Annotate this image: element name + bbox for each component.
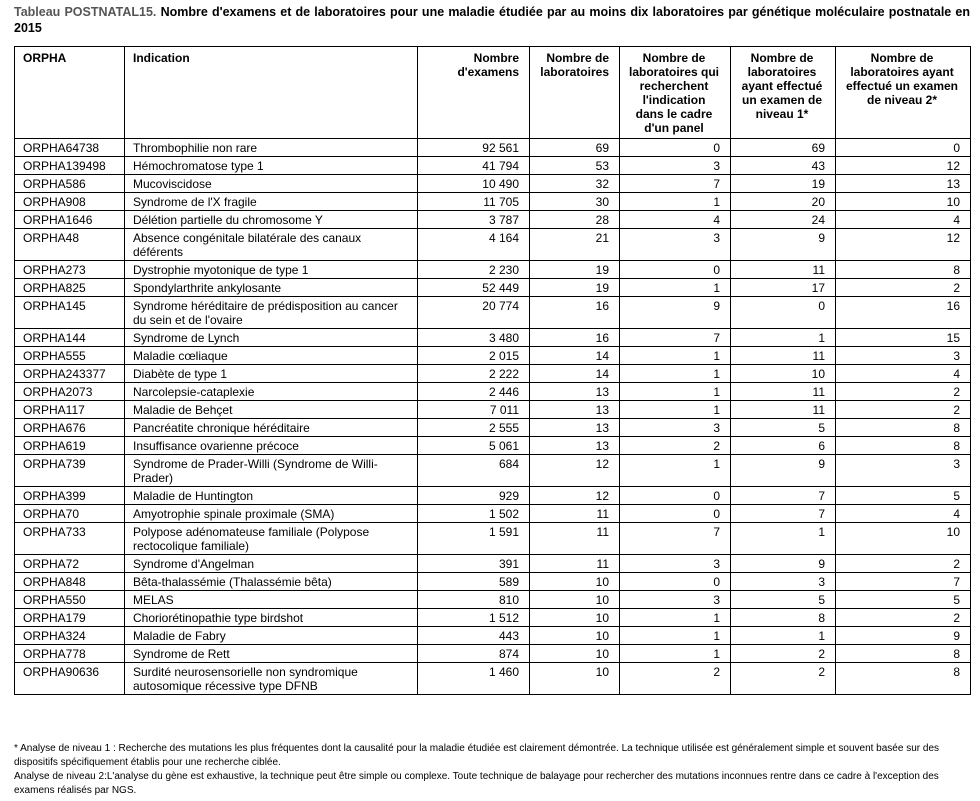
- table-row: [15, 365, 971, 383]
- cell-indication: Bêta-thalassémie (Thalassémie bêta): [125, 573, 418, 591]
- col-header-level2-labs: Nombre de laboratoires ayant effectué un examen de niveau 2*: [836, 47, 971, 139]
- table-body: [15, 139, 971, 695]
- cell-exams: 10 490: [418, 175, 530, 193]
- cell-level2-labs: 4: [836, 211, 971, 229]
- cell-orpha: ORPHA243377: [15, 365, 125, 383]
- cell-exams: 4 164: [418, 229, 530, 261]
- cell-level1-labs: 7: [731, 505, 836, 523]
- cell-level2-labs: 5: [836, 487, 971, 505]
- cell-level2-labs: 13: [836, 175, 971, 193]
- cell-panel-labs: 1: [620, 347, 731, 365]
- cell-level1-labs: 1: [731, 329, 836, 347]
- cell-panel-labs: 7: [620, 175, 731, 193]
- cell-indication: Maladie de Huntington: [125, 487, 418, 505]
- cell-indication: Spondylarthrite ankylosante: [125, 279, 418, 297]
- cell-indication: Thrombophilie non rare: [125, 139, 418, 157]
- cell-indication: Amyotrophie spinale proximale (SMA): [125, 505, 418, 523]
- cell-orpha: ORPHA70: [15, 505, 125, 523]
- cell-level1-labs: 43: [731, 157, 836, 175]
- cell-level2-labs: 8: [836, 437, 971, 455]
- cell-level1-labs: 11: [731, 401, 836, 419]
- cell-level1-labs: 8: [731, 609, 836, 627]
- cell-level2-labs: 10: [836, 523, 971, 555]
- cell-level1-labs: 5: [731, 591, 836, 609]
- cell-level2-labs: 12: [836, 157, 971, 175]
- cell-indication: Délétion partielle du chromosome Y: [125, 211, 418, 229]
- cell-level2-labs: 7: [836, 573, 971, 591]
- cell-level2-labs: 2: [836, 555, 971, 573]
- table-row: [15, 175, 971, 193]
- cell-exams: 92 561: [418, 139, 530, 157]
- cell-labs: 19: [530, 279, 620, 297]
- table-row: [15, 505, 971, 523]
- cell-panel-labs: 2: [620, 437, 731, 455]
- table-row: [15, 455, 971, 487]
- cell-level1-labs: 11: [731, 261, 836, 279]
- cell-panel-labs: 1: [620, 645, 731, 663]
- cell-exams: 1 591: [418, 523, 530, 555]
- table-caption: [14, 4, 970, 36]
- cell-indication: Hémochromatose type 1: [125, 157, 418, 175]
- cell-indication: Dystrophie myotonique de type 1: [125, 261, 418, 279]
- cell-exams: 1 502: [418, 505, 530, 523]
- cell-indication: Narcolepsie-cataplexie: [125, 383, 418, 401]
- cell-labs: 14: [530, 365, 620, 383]
- table-row: [15, 663, 971, 695]
- cell-panel-labs: 0: [620, 139, 731, 157]
- cell-level1-labs: 9: [731, 229, 836, 261]
- cell-level2-labs: 3: [836, 455, 971, 487]
- exam-table: [14, 46, 971, 695]
- cell-exams: 11 705: [418, 193, 530, 211]
- table-row: [15, 347, 971, 365]
- footnote-level1: * Analyse de niveau 1 : Recherche des mutations les plus fréquentes dont la causalité pour la maladie étudiée est clairement démontrée. La technique utilisée est généralement simple et souvent basée sur des dispositifs spécifiquement établis pour une recherche ciblée.: [14, 743, 939, 768]
- cell-panel-labs: 1: [620, 609, 731, 627]
- cell-indication: Diabète de type 1: [125, 365, 418, 383]
- cell-orpha: ORPHA48: [15, 229, 125, 261]
- cell-indication: Syndrome d'Angelman: [125, 555, 418, 573]
- cell-orpha: ORPHA324: [15, 627, 125, 645]
- cell-labs: 10: [530, 663, 620, 695]
- cell-labs: 30: [530, 193, 620, 211]
- cell-exams: 3 480: [418, 329, 530, 347]
- cell-labs: 11: [530, 505, 620, 523]
- cell-indication: MELAS: [125, 591, 418, 609]
- table-row: [15, 139, 971, 157]
- cell-level2-labs: 10: [836, 193, 971, 211]
- footnotes: [14, 742, 970, 798]
- cell-panel-labs: 9: [620, 297, 731, 329]
- cell-indication: Insuffisance ovarienne précoce: [125, 437, 418, 455]
- cell-level1-labs: 1: [731, 523, 836, 555]
- cell-panel-labs: 1: [620, 383, 731, 401]
- cell-exams: 2 230: [418, 261, 530, 279]
- cell-level1-labs: 2: [731, 663, 836, 695]
- cell-orpha: ORPHA117: [15, 401, 125, 419]
- cell-orpha: ORPHA550: [15, 591, 125, 609]
- cell-panel-labs: 7: [620, 329, 731, 347]
- cell-labs: 10: [530, 627, 620, 645]
- col-header-labs: Nombre de laboratoires: [530, 47, 620, 139]
- cell-labs: 53: [530, 157, 620, 175]
- cell-exams: 2 555: [418, 419, 530, 437]
- cell-orpha: ORPHA555: [15, 347, 125, 365]
- cell-level2-labs: 5: [836, 591, 971, 609]
- table-row: [15, 437, 971, 455]
- cell-indication: Maladie de Fabry: [125, 627, 418, 645]
- cell-level2-labs: 8: [836, 645, 971, 663]
- cell-indication: Syndrome de l'X fragile: [125, 193, 418, 211]
- cell-level2-labs: 4: [836, 505, 971, 523]
- cell-labs: 13: [530, 437, 620, 455]
- cell-panel-labs: 7: [620, 523, 731, 555]
- cell-orpha: ORPHA778: [15, 645, 125, 663]
- cell-labs: 19: [530, 261, 620, 279]
- cell-level2-labs: 2: [836, 383, 971, 401]
- cell-labs: 10: [530, 609, 620, 627]
- cell-level1-labs: 10: [731, 365, 836, 383]
- cell-orpha: ORPHA399: [15, 487, 125, 505]
- cell-level2-labs: 2: [836, 279, 971, 297]
- cell-exams: 929: [418, 487, 530, 505]
- col-header-level1-labs: Nombre de laboratoires ayant effectué un examen de niveau 1*: [731, 47, 836, 139]
- cell-level1-labs: 24: [731, 211, 836, 229]
- cell-orpha: ORPHA676: [15, 419, 125, 437]
- cell-orpha: ORPHA90636: [15, 663, 125, 695]
- cell-labs: 11: [530, 555, 620, 573]
- cell-level2-labs: 0: [836, 139, 971, 157]
- cell-level2-labs: 15: [836, 329, 971, 347]
- cell-level2-labs: 2: [836, 401, 971, 419]
- cell-exams: 391: [418, 555, 530, 573]
- cell-orpha: ORPHA908: [15, 193, 125, 211]
- cell-indication: Pancréatite chronique héréditaire: [125, 419, 418, 437]
- cell-panel-labs: 1: [620, 401, 731, 419]
- cell-orpha: ORPHA179: [15, 609, 125, 627]
- cell-level1-labs: 1: [731, 627, 836, 645]
- table-row: [15, 279, 971, 297]
- cell-level2-labs: 12: [836, 229, 971, 261]
- cell-indication: Maladie de Behçet: [125, 401, 418, 419]
- table-row: [15, 157, 971, 175]
- col-header-orpha: ORPHA: [15, 47, 125, 139]
- cell-orpha: ORPHA1646: [15, 211, 125, 229]
- cell-labs: 16: [530, 297, 620, 329]
- table-row: [15, 211, 971, 229]
- cell-panel-labs: 3: [620, 591, 731, 609]
- cell-exams: 41 794: [418, 157, 530, 175]
- cell-labs: 10: [530, 645, 620, 663]
- cell-level1-labs: 9: [731, 555, 836, 573]
- cell-panel-labs: 4: [620, 211, 731, 229]
- table-row: [15, 487, 971, 505]
- cell-indication: Syndrome de Prader-Willi (Syndrome de Willi-Prader): [125, 455, 418, 487]
- cell-labs: 11: [530, 523, 620, 555]
- cell-indication: Mucoviscidose: [125, 175, 418, 193]
- cell-orpha: ORPHA825: [15, 279, 125, 297]
- cell-panel-labs: 2: [620, 663, 731, 695]
- cell-orpha: ORPHA273: [15, 261, 125, 279]
- cell-labs: 69: [530, 139, 620, 157]
- cell-orpha: ORPHA139498: [15, 157, 125, 175]
- cell-exams: 20 774: [418, 297, 530, 329]
- cell-orpha: ORPHA72: [15, 555, 125, 573]
- cell-level1-labs: 7: [731, 487, 836, 505]
- col-header-panel-labs: Nombre de laboratoires qui recherchent l'indication dans le cadre d'un panel: [620, 47, 731, 139]
- cell-level1-labs: 5: [731, 419, 836, 437]
- table-row: [15, 555, 971, 573]
- cell-level1-labs: 20: [731, 193, 836, 211]
- cell-indication: Maladie cœliaque: [125, 347, 418, 365]
- table-row: [15, 627, 971, 645]
- cell-panel-labs: 1: [620, 365, 731, 383]
- cell-exams: 7 011: [418, 401, 530, 419]
- cell-panel-labs: 3: [620, 419, 731, 437]
- cell-panel-labs: 3: [620, 229, 731, 261]
- cell-labs: 10: [530, 573, 620, 591]
- cell-labs: 14: [530, 347, 620, 365]
- cell-panel-labs: 1: [620, 279, 731, 297]
- table-row: [15, 297, 971, 329]
- cell-labs: 13: [530, 401, 620, 419]
- cell-exams: 2 446: [418, 383, 530, 401]
- cell-panel-labs: 1: [620, 455, 731, 487]
- cell-exams: 874: [418, 645, 530, 663]
- cell-panel-labs: 3: [620, 555, 731, 573]
- header-row: [15, 47, 971, 139]
- cell-level1-labs: 11: [731, 347, 836, 365]
- cell-level2-labs: 9: [836, 627, 971, 645]
- cell-panel-labs: 0: [620, 487, 731, 505]
- cell-exams: 2 015: [418, 347, 530, 365]
- cell-exams: 2 222: [418, 365, 530, 383]
- table-row: [15, 329, 971, 347]
- table-row: [15, 591, 971, 609]
- cell-level2-labs: 8: [836, 261, 971, 279]
- cell-level2-labs: 8: [836, 663, 971, 695]
- cell-exams: 1 460: [418, 663, 530, 695]
- cell-panel-labs: 1: [620, 193, 731, 211]
- caption-text: Nombre d'examens et de laboratoires pour une maladie étudiée par au moins dix laboratoires par génétique moléculaire postnatale en 2015: [14, 5, 970, 35]
- cell-level1-labs: 19: [731, 175, 836, 193]
- col-header-exams: Nombre d'examens: [418, 47, 530, 139]
- cell-labs: 13: [530, 383, 620, 401]
- cell-indication: Surdité neurosensorielle non syndromique autosomique récessive type DFNB: [125, 663, 418, 695]
- cell-indication: Syndrome héréditaire de prédisposition au cancer du sein et de l'ovaire: [125, 297, 418, 329]
- cell-orpha: ORPHA733: [15, 523, 125, 555]
- table-row: [15, 193, 971, 211]
- cell-level2-labs: 8: [836, 419, 971, 437]
- cell-indication: Absence congénitale bilatérale des canaux déférents: [125, 229, 418, 261]
- table-row: [15, 523, 971, 555]
- cell-exams: 52 449: [418, 279, 530, 297]
- cell-labs: 21: [530, 229, 620, 261]
- cell-indication: Polypose adénomateuse familiale (Polypose rectocolique familiale): [125, 523, 418, 555]
- cell-panel-labs: 3: [620, 157, 731, 175]
- cell-level1-labs: 17: [731, 279, 836, 297]
- cell-exams: 3 787: [418, 211, 530, 229]
- cell-panel-labs: 0: [620, 261, 731, 279]
- cell-level2-labs: 2: [836, 609, 971, 627]
- cell-orpha: ORPHA145: [15, 297, 125, 329]
- cell-labs: 13: [530, 419, 620, 437]
- table-row: [15, 229, 971, 261]
- cell-level2-labs: 16: [836, 297, 971, 329]
- cell-level1-labs: 3: [731, 573, 836, 591]
- cell-orpha: ORPHA739: [15, 455, 125, 487]
- cell-orpha: ORPHA144: [15, 329, 125, 347]
- table-row: [15, 419, 971, 437]
- cell-level1-labs: 69: [731, 139, 836, 157]
- cell-exams: 1 512: [418, 609, 530, 627]
- cell-exams: 810: [418, 591, 530, 609]
- cell-exams: 589: [418, 573, 530, 591]
- cell-level1-labs: 9: [731, 455, 836, 487]
- cell-panel-labs: 1: [620, 627, 731, 645]
- cell-level2-labs: 3: [836, 347, 971, 365]
- cell-exams: 5 061: [418, 437, 530, 455]
- cell-labs: 16: [530, 329, 620, 347]
- cell-level1-labs: 6: [731, 437, 836, 455]
- cell-labs: 12: [530, 487, 620, 505]
- table-row: [15, 401, 971, 419]
- table-row: [15, 573, 971, 591]
- footnote-level2: Analyse de niveau 2:L'analyse du gène est exhaustive, la technique peut être simple ou complexe. Toute technique de balayage pour rechercher des mutations inconnues rentre dans ce cadre à l'exception des examens réalisés par NGS.: [14, 771, 939, 796]
- cell-orpha: ORPHA586: [15, 175, 125, 193]
- cell-orpha: ORPHA619: [15, 437, 125, 455]
- cell-exams: 443: [418, 627, 530, 645]
- cell-exams: 684: [418, 455, 530, 487]
- table-row: [15, 645, 971, 663]
- cell-labs: 32: [530, 175, 620, 193]
- table-row: [15, 609, 971, 627]
- cell-level1-labs: 0: [731, 297, 836, 329]
- table-row: [15, 261, 971, 279]
- cell-labs: 28: [530, 211, 620, 229]
- cell-level1-labs: 2: [731, 645, 836, 663]
- cell-indication: Syndrome de Rett: [125, 645, 418, 663]
- cell-orpha: ORPHA2073: [15, 383, 125, 401]
- cell-panel-labs: 0: [620, 573, 731, 591]
- cell-orpha: ORPHA64738: [15, 139, 125, 157]
- cell-indication: Choriorétinopathie type birdshot: [125, 609, 418, 627]
- cell-level1-labs: 11: [731, 383, 836, 401]
- cell-level2-labs: 4: [836, 365, 971, 383]
- cell-orpha: ORPHA848: [15, 573, 125, 591]
- cell-panel-labs: 0: [620, 505, 731, 523]
- caption-tag: Tableau POSTNATAL15.: [14, 5, 157, 19]
- cell-labs: 12: [530, 455, 620, 487]
- cell-labs: 10: [530, 591, 620, 609]
- cell-indication: Syndrome de Lynch: [125, 329, 418, 347]
- col-header-indication: Indication: [125, 47, 418, 139]
- table-row: [15, 383, 971, 401]
